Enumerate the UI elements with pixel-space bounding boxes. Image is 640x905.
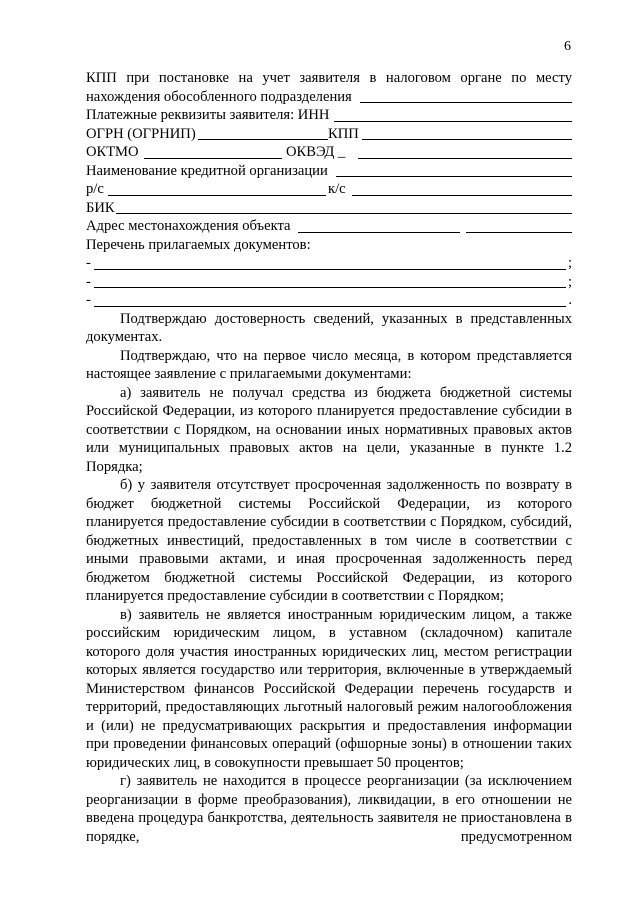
kpp-value-line — [362, 139, 572, 140]
bik-row: БИК — [86, 199, 572, 218]
address-row: Адрес местонахождения объекта — [86, 217, 572, 236]
confirm-accuracy-paragraph: Подтверждаю достоверность сведений, указанных в представленных документах. — [86, 310, 572, 345]
attachment-line-2: - ; — [86, 273, 572, 290]
attachments-heading: Перечень прилагаемых документов: — [86, 236, 311, 253]
confirm-month-paragraph: Подтверждаю, что на первое число месяца, в котором представляется настоящее заявление с прилагаемыми документами: — [86, 347, 572, 382]
kpp-line-2: нахождения обособленного подразделения — [86, 88, 572, 107]
oktmo-field-line — [144, 158, 282, 159]
payment-details-row: Платежные реквизиты заявителя: ИНН — [86, 106, 572, 125]
attachment-line-1: - ; — [86, 255, 572, 271]
condition-g-paragraph: г) заявитель не находится в процессе реорганизации (за исключением реорганизации в форме преобразования), ликвидации, в его отношении не введена процедура банкротства, деятельность заявителя не приостановлена в порядке, предусмотренном — [86, 773, 572, 845]
bank-name-field-line — [336, 176, 572, 177]
address-field-line — [298, 232, 460, 233]
attachment-line-3: - . — [86, 292, 572, 308]
condition-a-paragraph: а) заявитель не получал средства из бюджета бюджетной системы Российской Федерации, из которого планируется предоставление субсидии в соответствии с Порядком, на основании иных нормативных правовых актов или муниципальных правовых актов на цели, указанные в пункте 1.2 Порядка; — [86, 384, 572, 475]
address-field-line-2 — [466, 232, 572, 233]
application-form — [86, 69, 572, 846]
bank-name-row: Наименование кредитной организации — [86, 162, 572, 181]
page-number: 6 — [564, 39, 571, 54]
kpp-line-1: КПП при постановке на учет заявителя в налоговом органе по месту — [86, 70, 572, 86]
inn-field-line — [334, 121, 572, 122]
condition-b-paragraph: б) у заявителя отсутствует просроченная задолженность по возврату в бюджет бюджетной системы Российской Федерации, из которого планируется предоставление субсидии в соответствии с Порядком, субсидий, бюджетных инвестиций, предоставленных в том числе в соответствии с иными правовыми актами, и иная просроченная задолженность перед бюджетом бюджетной системы Российской Федерации, из которого планируется предоставление субсидии в соответствии с Порядком; — [86, 477, 572, 604]
rs-field-line — [108, 195, 326, 196]
ogrn-field-line — [198, 139, 328, 140]
account-row: р/с к/с — [86, 180, 572, 199]
okved-field-line — [358, 158, 572, 159]
bik-field-line — [116, 213, 572, 214]
ks-field-line — [352, 195, 572, 196]
oktmo-okved-row: ОКТМО ОКВЭД _ — [86, 143, 572, 162]
ogrn-kpp-row: ОГРН (ОГРНИП) КПП — [86, 125, 572, 144]
kpp-field-line — [360, 102, 572, 103]
condition-v-paragraph: в) заявитель не является иностранным юридическим лицом, а также российским юридическим лицом, в уставном (складочном) капитале которого доля участия иностранных юридических лиц, местом регистрации которых является государство или территория, включенные в утверждаемый Министерством финансов Российской Федерации перечень государств и территорий, предоставляющих льготный налоговый режим налогообложения и (или) не предусматривающих раскрытия и предоставления информации при проведении финансовых операций (офшорные зоны) в отношении таких юридических лиц, в совокупности превышает 50 процентов; — [86, 606, 572, 771]
